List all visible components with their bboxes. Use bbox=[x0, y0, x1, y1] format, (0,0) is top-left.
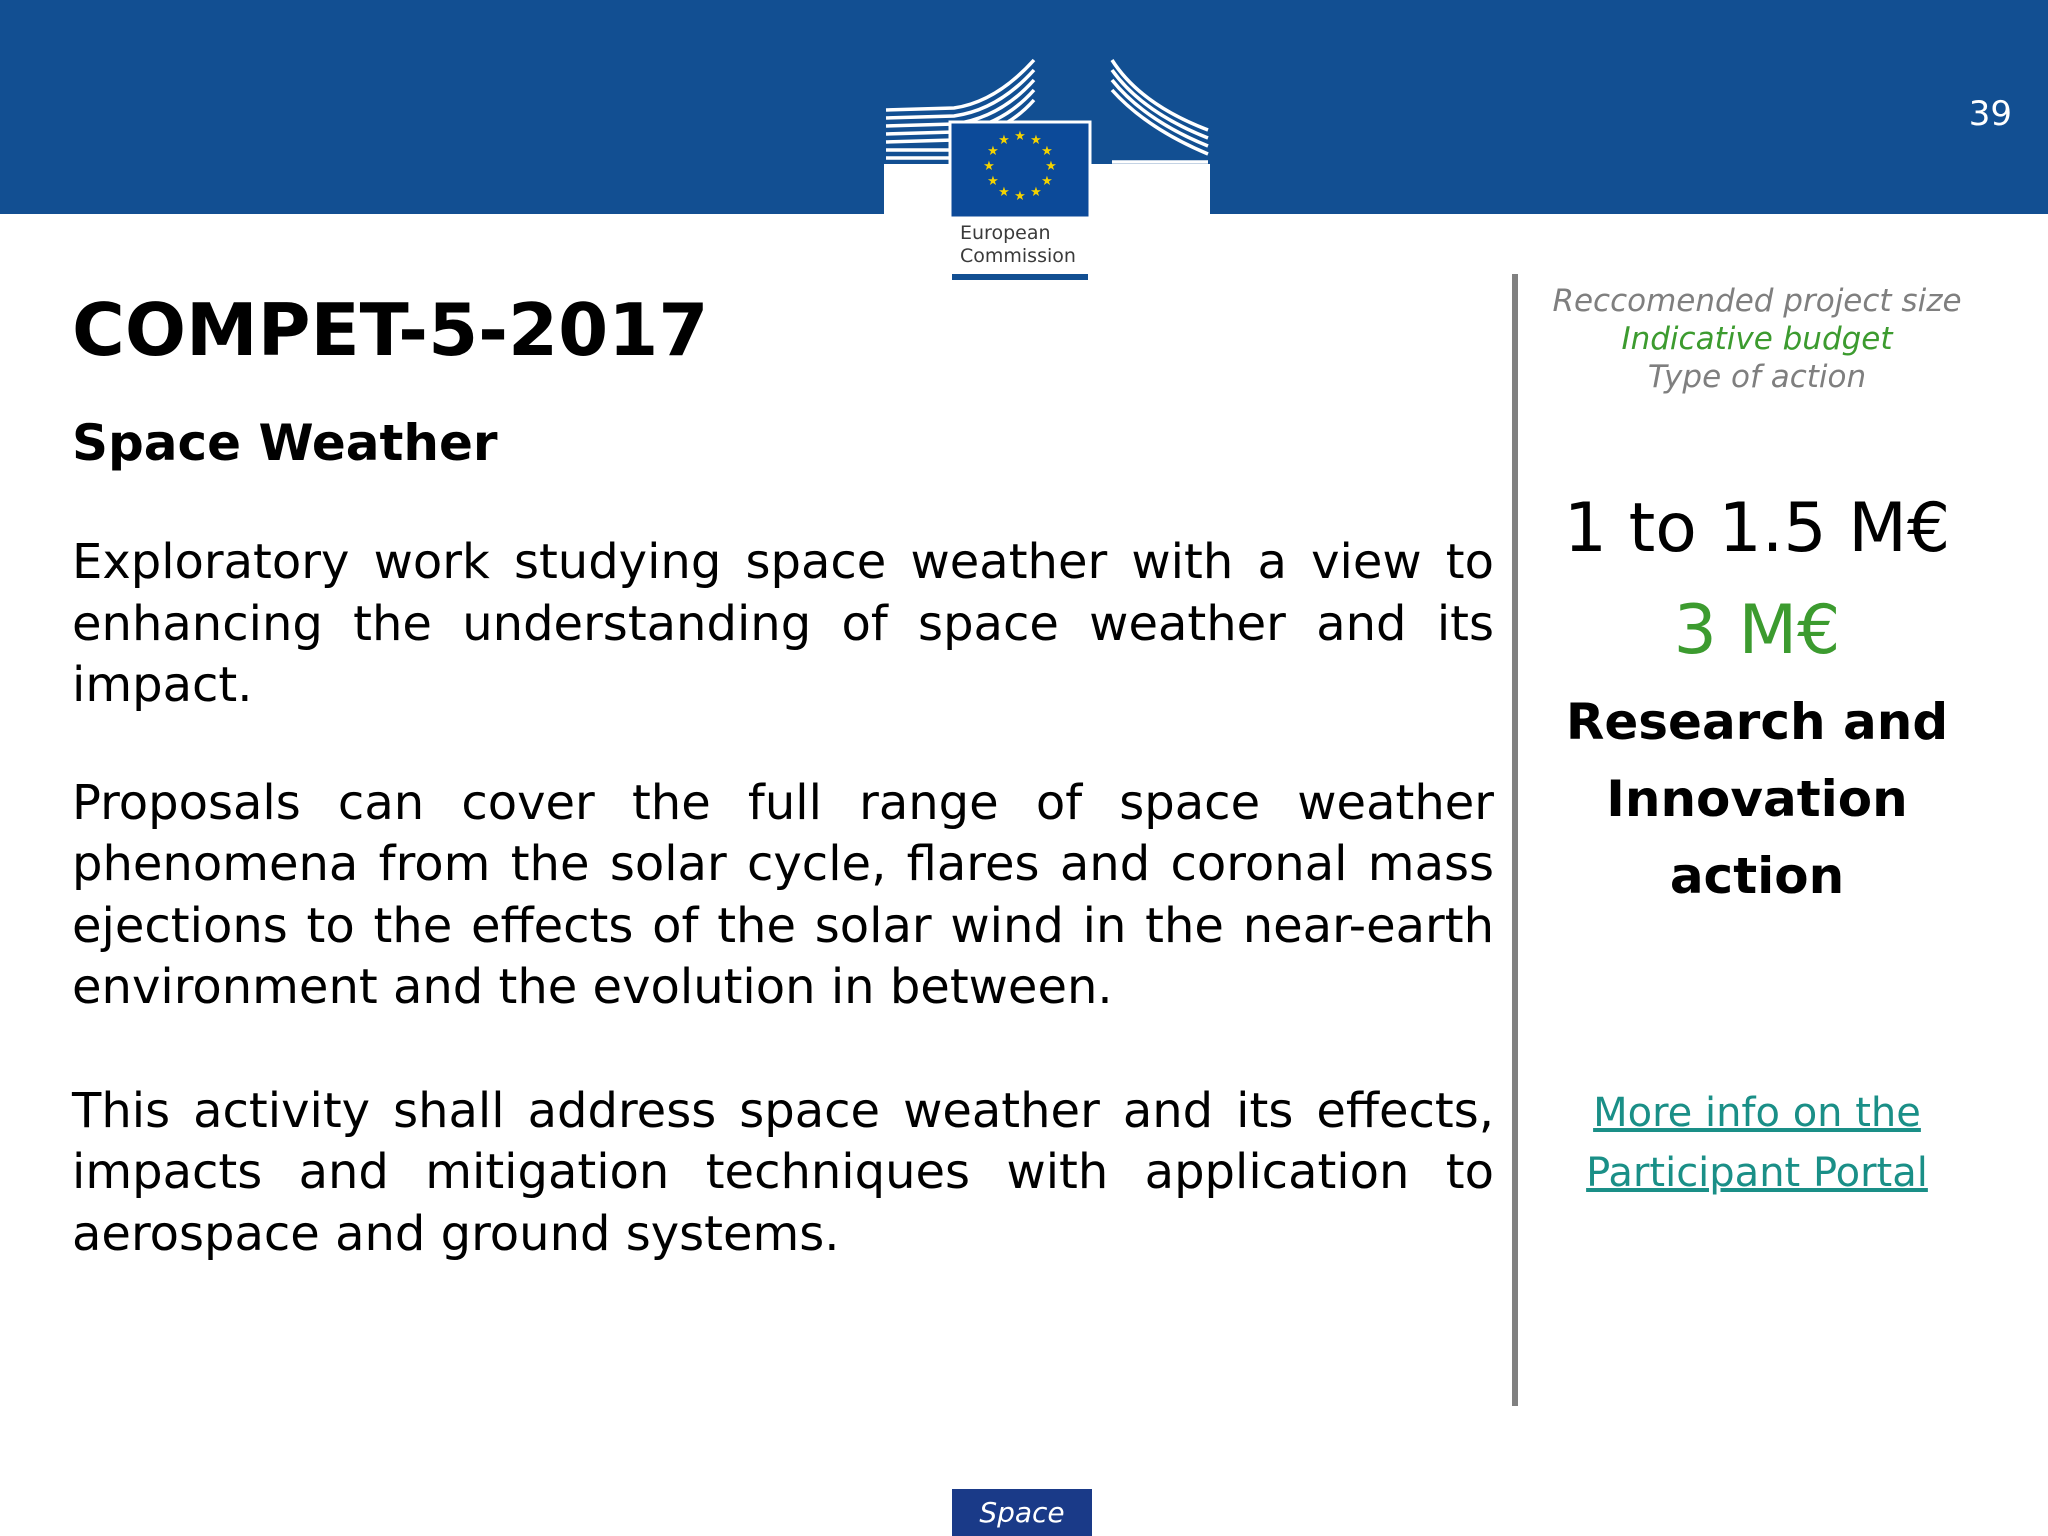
legend-action-type: Type of action bbox=[1647, 359, 1867, 395]
slide-title: COMPET-5-2017 bbox=[72, 288, 709, 372]
project-size-value: 1 to 1.5 M€ bbox=[1563, 489, 1951, 568]
svg-text:★: ★ bbox=[998, 133, 1010, 148]
svg-text:★: ★ bbox=[1014, 189, 1026, 204]
main-content bbox=[72, 270, 1494, 1265]
svg-text:★: ★ bbox=[983, 159, 995, 174]
legend-project-size: Reccomended project size bbox=[1552, 283, 1962, 319]
budget-value: 3 M€ bbox=[1673, 591, 1841, 670]
logo-text-line1: European bbox=[960, 222, 1051, 244]
footer-section-tag: Space bbox=[952, 1489, 1092, 1536]
portal-link-line1: More info on the bbox=[1593, 1090, 1921, 1136]
svg-text:★: ★ bbox=[1041, 144, 1053, 159]
svg-text:★: ★ bbox=[987, 174, 999, 189]
page-number: 39 bbox=[1968, 94, 2012, 134]
participant-portal-link[interactable] bbox=[1528, 1083, 1986, 1203]
sidebar bbox=[1528, 282, 1986, 1203]
svg-text:★: ★ bbox=[987, 144, 999, 159]
paragraph-3: This activity shall address space weather and its effects, impacts and mitigation techniques with application to aerospace and ground systems. bbox=[72, 1082, 1494, 1262]
svg-text:★: ★ bbox=[1030, 133, 1042, 148]
slide-subtitle: Space Weather bbox=[72, 414, 498, 472]
action-type-line2: Innovation bbox=[1606, 770, 1908, 828]
svg-text:★: ★ bbox=[1041, 174, 1053, 189]
vertical-divider bbox=[1512, 274, 1518, 1406]
svg-text:★: ★ bbox=[998, 185, 1010, 200]
svg-text:★: ★ bbox=[1045, 159, 1057, 174]
portal-link-line2: Participant Portal bbox=[1586, 1150, 1928, 1196]
paragraph-2: Proposals can cover the full range of space weather phenomena from the solar cycle, flares and coronal mass ejections to the effects of the solar wind in the near-earth environment and the evolution in between. bbox=[72, 774, 1494, 1015]
svg-text:★: ★ bbox=[1014, 129, 1026, 144]
european-commission-logo-icon bbox=[884, 56, 1210, 286]
action-type-line3: action bbox=[1669, 847, 1845, 905]
logo-text-line2: Commission bbox=[960, 245, 1076, 267]
logo-text bbox=[960, 222, 1076, 268]
action-type-line1: Research and bbox=[1565, 693, 1949, 751]
action-type-value bbox=[1528, 684, 1986, 915]
svg-text:★: ★ bbox=[1030, 185, 1042, 200]
paragraph-1: Exploratory work studying space weather with a view to enhancing the understanding of space weather and its impact. bbox=[72, 534, 1494, 713]
legend-budget: Indicative budget bbox=[1621, 321, 1893, 357]
